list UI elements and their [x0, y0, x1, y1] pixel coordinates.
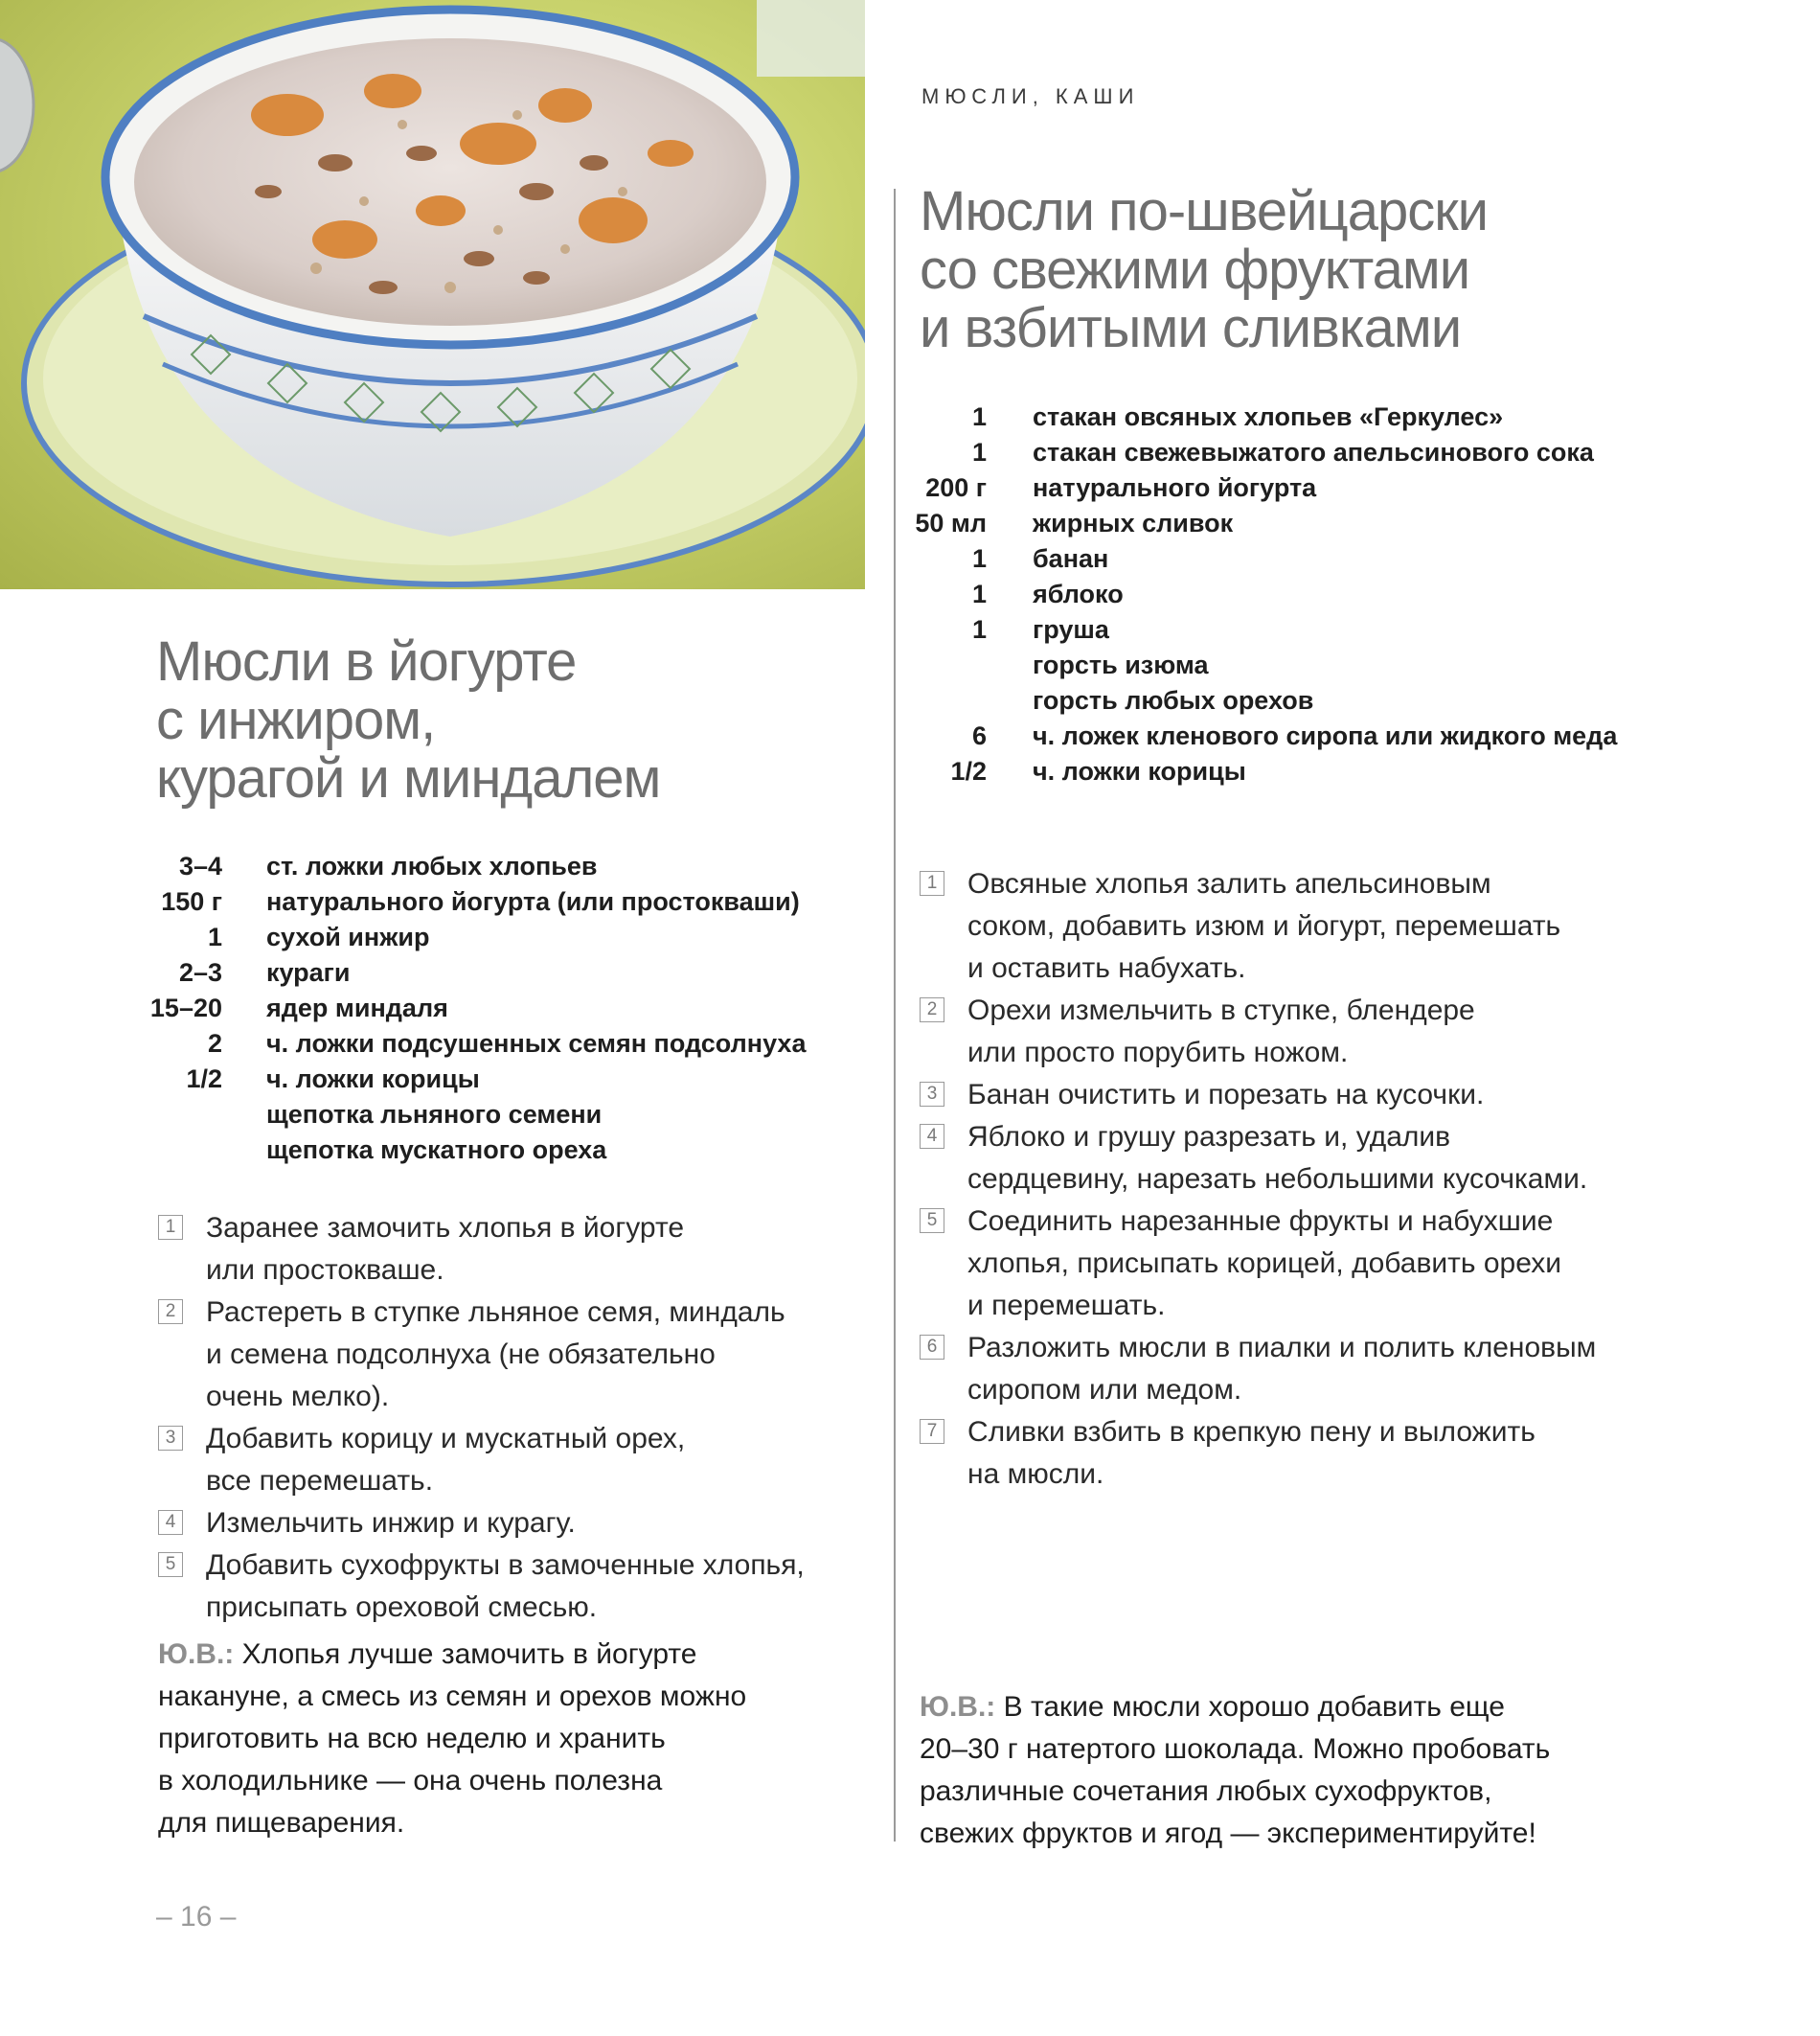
note-line: 20–30 г натертого шоколада. Можно пробовать: [920, 1733, 1551, 1765]
ingredient-row: [910, 470, 1638, 506]
ingredient-qty: [910, 683, 987, 719]
step-text: очень мелко).: [206, 1381, 390, 1412]
ingredient-qty: 1: [971, 580, 987, 608]
ingredient-name: яблоко: [1033, 580, 1124, 608]
ingredient-row: [910, 612, 1638, 648]
ingredient-name: щепотка мускатного ореха: [266, 1135, 607, 1164]
ingredient-name: горсть любых орехов: [1033, 686, 1314, 715]
ingredient-qty: 1: [971, 438, 987, 467]
note-text: Хлопья лучше замочить в йогурте: [234, 1638, 697, 1670]
step: [158, 1207, 867, 1292]
ingredient-qty: 1: [971, 615, 987, 644]
step: [920, 990, 1686, 1074]
step-text: Соединить нарезанные фрукты и набухшие: [967, 1205, 1554, 1237]
ingredient-name: щепотка льняного семени: [266, 1100, 603, 1129]
ingredient-qty: 1/2: [186, 1064, 222, 1093]
step: [158, 1418, 867, 1502]
ingredient-qty: 1: [971, 544, 987, 573]
ingredient-qty: 1/2: [950, 757, 987, 786]
step-number: 5: [158, 1552, 183, 1577]
ingredient-qty: 6: [971, 721, 987, 750]
ingredient-name: натурального йогурта: [1033, 473, 1317, 502]
ingredient-qty: 3–4: [178, 852, 222, 881]
step-text: Добавить сухофрукты в замоченные хлопья,: [206, 1549, 805, 1581]
step-number: 1: [920, 871, 944, 896]
left-ingredients-list: [144, 849, 853, 1168]
step: [158, 1502, 867, 1544]
ingredient-row: [910, 719, 1638, 754]
step-text: и семена подсолнуха (не обязательно: [206, 1338, 716, 1370]
ingredient-name: жирных сливок: [1033, 509, 1234, 538]
title-line: курагой и миндалем: [156, 747, 661, 810]
section-tag: МЮСЛИ, КАШИ: [921, 84, 1140, 108]
ingredient-row: [144, 920, 853, 955]
step-text: Сливки взбить в крепкую пену и выложить: [967, 1416, 1536, 1448]
ingredient-name: ч. ложки корицы: [266, 1064, 480, 1093]
step-number: 1: [158, 1215, 183, 1240]
ingredient-row: [910, 541, 1638, 577]
step-text: на мюсли.: [967, 1458, 1104, 1490]
step-number: 2: [158, 1299, 183, 1324]
step-number: 4: [158, 1510, 183, 1535]
step-text: или простокваше.: [206, 1254, 444, 1286]
title-line: со свежими фруктами: [920, 239, 1470, 301]
note-line: [920, 1686, 1550, 1728]
step: [158, 1544, 867, 1629]
ingredient-row: [144, 1132, 853, 1168]
ingredient-row: [144, 955, 853, 991]
step-text: Овсяные хлопья залить апельсиновым: [967, 868, 1491, 900]
step-number: 3: [920, 1082, 944, 1107]
ingredient-qty: [910, 648, 987, 683]
right-steps-list: [920, 863, 1686, 1496]
note-line: в холодильнике — она очень полезна: [158, 1765, 663, 1796]
ingredient-qty: 150 г: [161, 887, 222, 916]
ingredient-qty: 2–3: [178, 958, 222, 987]
ingredient-name: стакан овсяных хлопьев «Геркулес»: [1033, 402, 1504, 431]
ingredient-name: кураги: [266, 958, 351, 987]
ingredient-row: [910, 648, 1638, 683]
ingredient-name: сухой инжир: [266, 923, 430, 951]
note-label: Ю.В.:: [158, 1638, 235, 1670]
step: [920, 1074, 1686, 1116]
ingredient-name: ч. ложек кленового сиропа или жидкого меда: [1033, 721, 1618, 750]
left-author-note: [158, 1634, 746, 1844]
step-text: присыпать ореховой смесью.: [206, 1591, 598, 1623]
ingredient-name: груша: [1033, 615, 1109, 644]
step-text: Измельчить инжир и курагу.: [206, 1507, 576, 1539]
column-divider: [894, 189, 896, 1842]
ingredient-row: [144, 1097, 853, 1132]
ingredient-row: [910, 435, 1638, 470]
ingredient-qty: 50 мл: [915, 509, 987, 538]
step-text: или просто порубить ножом.: [967, 1037, 1349, 1068]
step-text: Орехи измельчить в ступке, блендере: [967, 995, 1475, 1026]
ingredient-row: [910, 754, 1638, 789]
ingredient-name: ст. ложки любых хлопьев: [266, 852, 598, 881]
ingredient-row: [144, 884, 853, 920]
ingredient-name: ч. ложки подсушенных семян подсолнуха: [266, 1029, 807, 1058]
right-ingredients-list: [910, 400, 1638, 789]
ingredient-row: [910, 683, 1638, 719]
step-text: Добавить корицу и мускатный орех,: [206, 1423, 686, 1454]
ingredient-qty: [144, 1132, 222, 1168]
step-text: все перемешать.: [206, 1465, 434, 1497]
right-author-note: [920, 1686, 1550, 1855]
page-number: – 16 –: [156, 1901, 237, 1933]
note-label: Ю.В.:: [920, 1691, 996, 1723]
step-text: Банан очистить и порезать на кусочки.: [967, 1079, 1485, 1110]
step-text: Заранее замочить хлопья в йогурте: [206, 1212, 685, 1244]
ingredient-qty: 1: [207, 923, 222, 951]
ingredient-row: [144, 1062, 853, 1097]
step-text: сердцевину, нарезать небольшими кусочками.: [967, 1163, 1588, 1195]
ingredient-row: [144, 991, 853, 1026]
ingredient-name: горсть изюма: [1033, 651, 1209, 679]
step-text: Растереть в ступке льняное семя, миндаль: [206, 1296, 785, 1328]
ingredient-qty: [144, 1097, 222, 1132]
note-line: [158, 1634, 746, 1676]
step: [920, 1116, 1686, 1201]
title-line: и взбитыми сливками: [920, 297, 1462, 359]
ingredient-row: [144, 1026, 853, 1062]
ingredient-qty: 1: [971, 402, 987, 431]
step-number: 5: [920, 1208, 944, 1233]
ingredient-qty: 2: [207, 1029, 222, 1058]
step-number: 4: [920, 1124, 944, 1149]
step-text: сиропом или медом.: [967, 1374, 1242, 1406]
step-text: и оставить набухать.: [967, 952, 1246, 984]
muesli-bowl-photo: [0, 0, 865, 589]
ingredient-name: ч. ложки корицы: [1033, 757, 1246, 786]
step-text: Яблоко и грушу разрезать и, удалив: [967, 1121, 1451, 1153]
note-text: В такие мюсли хорошо добавить еще: [995, 1691, 1505, 1723]
ingredient-qty: 200 г: [925, 473, 987, 502]
ingredient-name: ядер миндаля: [266, 994, 448, 1022]
ingredient-name: натурального йогурта (или простокваши): [266, 887, 800, 916]
step-number: 2: [920, 997, 944, 1022]
ingredient-name: банан: [1033, 544, 1109, 573]
left-recipe-title: [156, 632, 660, 808]
step-text: Разложить мюсли в пиалки и полить кленовым: [967, 1332, 1597, 1363]
ingredient-row: [910, 506, 1638, 541]
ingredient-row: [910, 577, 1638, 612]
step-text: и перемешать.: [967, 1290, 1166, 1321]
note-line: различные сочетания любых сухофруктов,: [920, 1775, 1492, 1807]
step-number: 3: [158, 1426, 183, 1451]
ingredient-row: [910, 400, 1638, 435]
title-line: Мюсли по-швейцарски: [920, 180, 1489, 242]
ingredient-qty: 15–20: [149, 994, 222, 1022]
right-recipe-title: [920, 182, 1488, 357]
step: [920, 1411, 1686, 1496]
step-text: соком, добавить изюм и йогурт, перемешать: [967, 910, 1561, 942]
note-line: свежих фруктов и ягод — экспериментируйте!: [920, 1818, 1536, 1849]
left-steps-list: [158, 1207, 867, 1629]
step: [920, 863, 1686, 990]
step: [158, 1292, 867, 1418]
ingredient-row: [144, 849, 853, 884]
step-number: 7: [920, 1419, 944, 1444]
step: [920, 1201, 1686, 1327]
step: [920, 1327, 1686, 1411]
ingredient-name: стакан свежевыжатого апельсинового сока: [1033, 438, 1594, 467]
note-line: для пищеварения.: [158, 1807, 405, 1839]
note-line: приготовить на всю неделю и хранить: [158, 1723, 666, 1754]
note-line: накануне, а смесь из семян и орехов можно: [158, 1681, 747, 1712]
title-line: Мюсли в йогурте: [156, 630, 577, 693]
title-line: с инжиром,: [156, 689, 436, 751]
step-text: хлопья, присыпать корицей, добавить орехи: [967, 1247, 1562, 1279]
step-number: 6: [920, 1335, 944, 1360]
